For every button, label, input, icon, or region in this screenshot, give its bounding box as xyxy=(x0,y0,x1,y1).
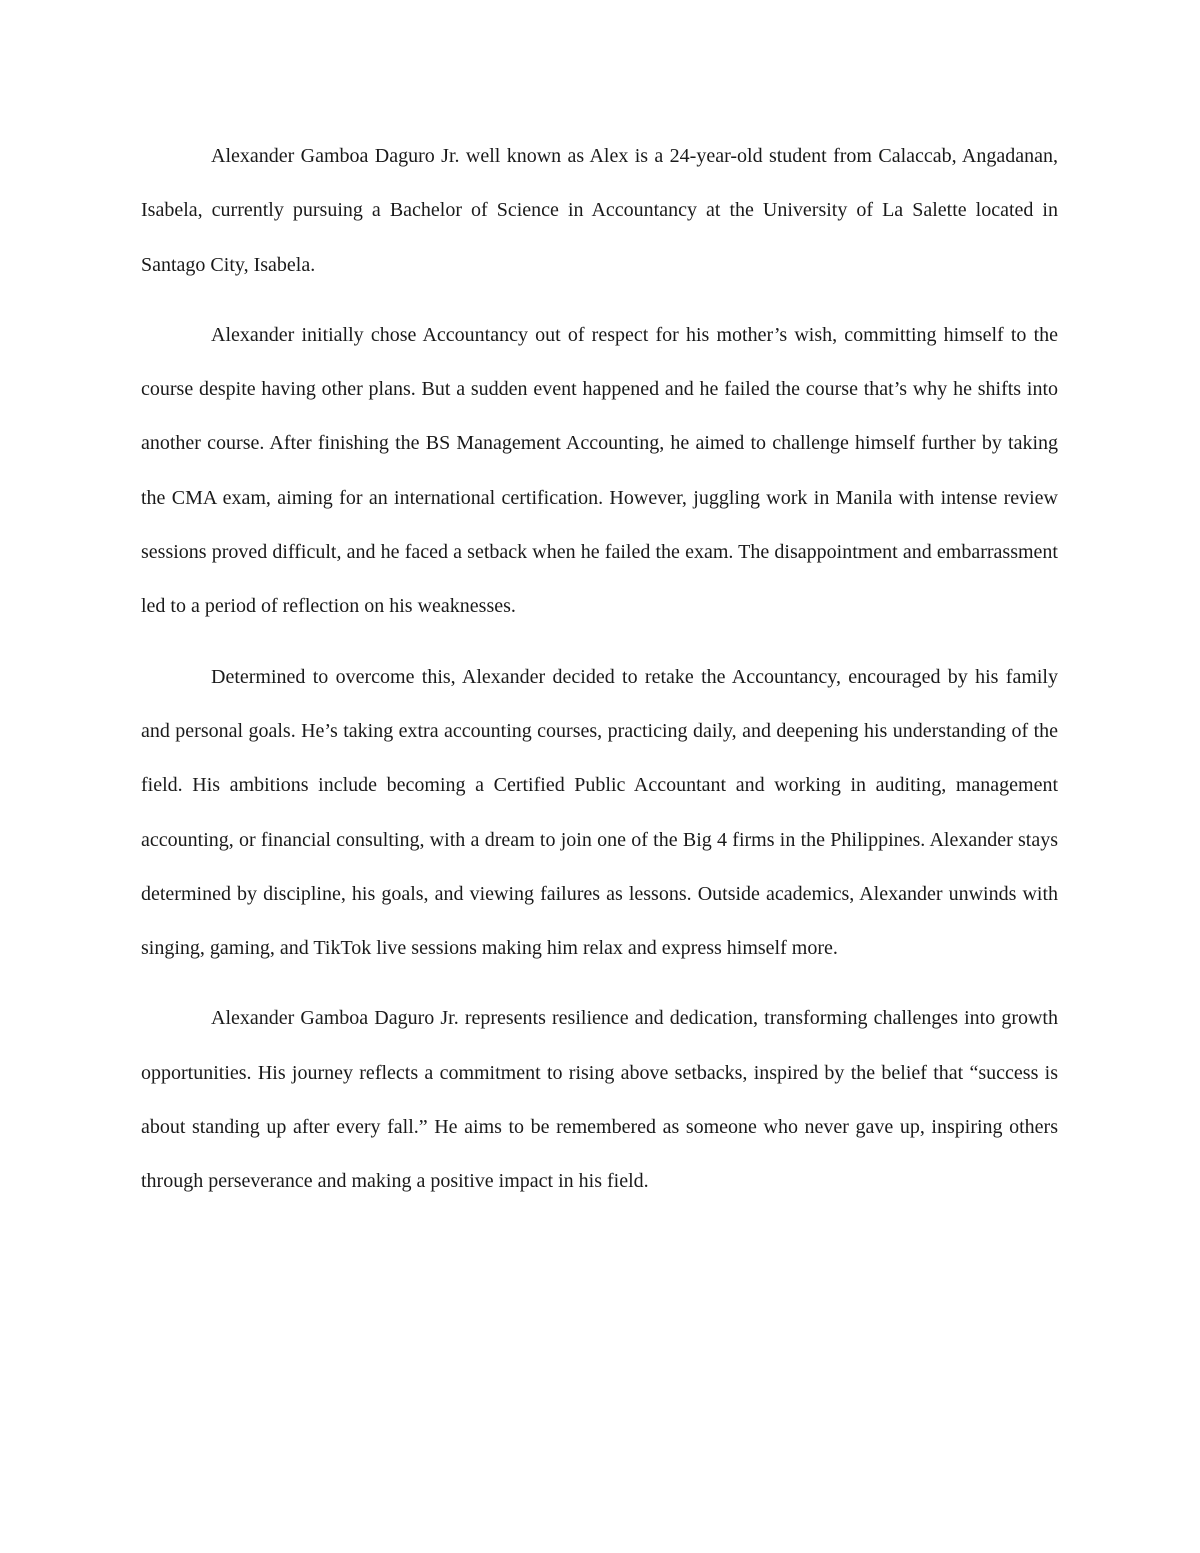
paragraph-introduction: Alexander Gamboa Daguro Jr. well known as Alex is a 24-year-old student from Calaccab, Angadanan, Isabela, currently pursuing a Bachelor of Science in Accountancy at the University of La Salette located in Santago City, Isabela. xyxy=(141,145,1058,276)
document-body xyxy=(141,129,1058,1209)
paragraph-goals: Determined to overcome this, Alexander decided to retake the Accountancy, encouraged by his family and personal goals. He’s taking extra accounting courses, practicing daily, and deepening his understanding of the field. His ambitions include becoming a Certified Public Accountant and working in auditing, management accounting, or financial consulting, with a dream to join one of the Big 4 firms in the Philippines. Alexander stays determined by discipline, his goals, and viewing failures as lessons. Outside academics, Alexander unwinds with singing, gaming, and TikTok live sessions making him relax and express himself more. xyxy=(141,665,1058,960)
paragraph-conclusion: Alexander Gamboa Daguro Jr. represents resilience and dedication, transforming challenges into growth opportunities. His journey reflects a commitment to rising above setbacks, inspired by the belief that “success is about standing up after every fall.” He aims to be remembered as someone who never gave up, inspiring others through perseverance and making a positive impact in his field. xyxy=(141,1007,1058,1193)
paragraph-background: Alexander initially chose Accountancy out of respect for his mother’s wish, committing himself to the course despite having other plans. But a sudden event happened and he failed the course that’s why he shifts into another course. After finishing the BS Management Accounting, he aimed to challenge himself further by taking the CMA exam, aiming for an international certification. However, juggling work in Manila with intense review sessions proved difficult, and he faced a setback when he failed the exam. The disappointment and embarrassment led to a period of reflection on his weaknesses. xyxy=(141,323,1058,618)
